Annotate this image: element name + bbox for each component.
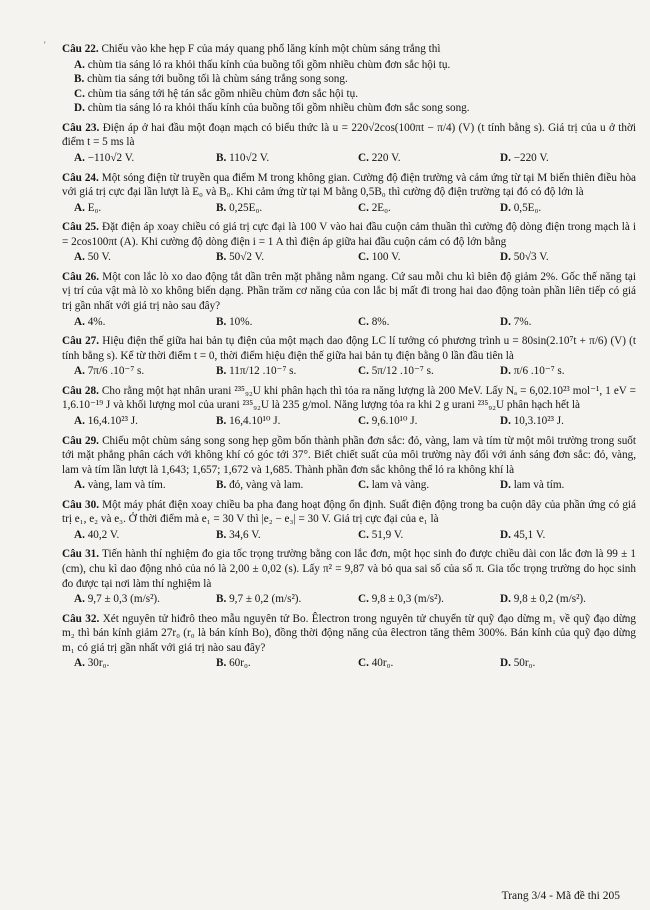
option-label: B. bbox=[216, 593, 227, 606]
option-text: 9,7 ± 0,2 (m/s²). bbox=[229, 593, 302, 606]
answer-option bbox=[74, 315, 216, 330]
question-block bbox=[62, 384, 636, 429]
answer-options bbox=[74, 364, 636, 379]
answer-option bbox=[358, 478, 500, 493]
option-text: 40,2 V. bbox=[87, 528, 120, 541]
option-text: lam và tím. bbox=[513, 479, 565, 492]
option-label: A. bbox=[74, 593, 85, 606]
option-text: 34,6 V. bbox=[229, 528, 261, 541]
option-text: 2E₀. bbox=[371, 201, 391, 214]
question-stem: Một máy phát điện xoay chiều ba pha đang hoạt động ổn định. Suất điện động trong ba cuộn dây của phần ứng có giá trị e₁, e₂ và e₃. Ở thời điểm mà e₁ = 30 V thì |e₂ − e₃| = 30 V. Giá trị cực đại của e₁ là bbox=[62, 498, 636, 526]
question-stem: Hiệu điện thế giữa hai bản tụ điện của một mạch dao động LC lí tưởng có phương trình u = 80sin(2.10⁷t + π/6) (V) (t tính bằng s). Kể từ thời điểm t = 0, thời điểm hiệu điện thế giữa hai bản tụ điện bằng 0 lần đầu tiên là bbox=[62, 335, 636, 362]
question-text bbox=[62, 547, 636, 591]
answer-option bbox=[500, 478, 642, 493]
question-stem: Một con lắc lò xo dao động tắt dần trên mặt phẳng nằm ngang. Cứ sau mỗi chu kì biên độ giảm 2%. Gốc thế năng tại vị trí của vật mà lò xo không biến dạng. Phần trăm cơ năng của con lắc bị mất đi trong hai dao động toàn phần liên tiếp có giá trị gần nhất với giá trị nào sau đây? bbox=[62, 270, 637, 312]
option-text: 8%. bbox=[371, 315, 390, 328]
answer-option bbox=[216, 201, 358, 216]
option-text: 45,1 V. bbox=[513, 528, 546, 541]
option-label: A. bbox=[74, 151, 85, 164]
question-number: Câu 26. bbox=[62, 270, 100, 283]
question-stem: Điện áp ở hai đầu một đoạn mạch có biểu thức là u = 220√2cos(100πt − π/4) (V) (t tính bằng s). Giá trị của u ở thời điểm t = 5 ms là bbox=[62, 121, 637, 149]
question-text bbox=[62, 220, 636, 249]
option-label: A. bbox=[74, 414, 85, 427]
option-label: C. bbox=[358, 479, 369, 492]
option-label: C. bbox=[358, 315, 369, 328]
answer-options bbox=[74, 592, 636, 607]
option-label: C. bbox=[358, 365, 369, 378]
question-block bbox=[62, 434, 636, 493]
answer-option bbox=[216, 315, 358, 330]
answer-option bbox=[358, 201, 500, 216]
question-block bbox=[62, 220, 636, 265]
answer-option bbox=[74, 101, 636, 116]
option-text: vàng, lam và tím. bbox=[87, 479, 166, 492]
option-text: 40r₀. bbox=[371, 657, 394, 670]
option-label: B. bbox=[216, 201, 227, 214]
option-label: D. bbox=[500, 315, 511, 328]
question-stem: Đặt điện áp xoay chiều có giá trị cực đại là 100 V vào hai đầu cuộn cảm thuần thì cường độ dòng điện trong mạch là i = 2cos100πt (A). Khi cường độ dòng điện i = 1 A thì điện áp giữa hai đầu cuộn cảm có độ lớn bằng bbox=[62, 221, 636, 248]
option-text: chùm tia sáng tới buồng tối là chùm sáng trắng song song. bbox=[87, 73, 348, 86]
option-text: π/6 .10⁻⁷ s. bbox=[513, 365, 565, 378]
option-text: 9,7 ± 0,3 (m/s²). bbox=[87, 593, 160, 606]
option-text: 7%. bbox=[513, 315, 532, 328]
option-text: đỏ, vàng và lam. bbox=[229, 479, 304, 492]
option-label: A. bbox=[74, 201, 85, 214]
answer-option bbox=[358, 592, 500, 607]
question-block bbox=[62, 547, 636, 606]
question-text bbox=[62, 334, 636, 363]
answer-options bbox=[74, 528, 636, 543]
option-text: 10%. bbox=[229, 315, 253, 328]
question-block bbox=[62, 612, 636, 671]
answer-options bbox=[74, 201, 636, 216]
option-label: C. bbox=[358, 251, 369, 264]
answer-option bbox=[216, 528, 358, 543]
answer-option bbox=[74, 201, 216, 216]
option-text: 9,8 ± 0,3 (m/s²). bbox=[371, 593, 444, 606]
option-text: 110√2 V. bbox=[229, 151, 270, 164]
answer-option bbox=[358, 315, 500, 330]
option-text: −110√2 V. bbox=[87, 151, 135, 164]
answer-options bbox=[74, 414, 636, 429]
option-text: 0,25E₀. bbox=[229, 201, 263, 214]
option-label: A. bbox=[74, 315, 85, 328]
option-label: D. bbox=[500, 251, 511, 264]
option-label: D. bbox=[500, 657, 511, 670]
answer-option bbox=[500, 592, 642, 607]
question-number: Câu 30. bbox=[62, 498, 100, 511]
answer-options bbox=[74, 478, 636, 493]
question-block bbox=[62, 171, 636, 216]
option-text: 60r₀. bbox=[229, 657, 251, 670]
question-number: Câu 25. bbox=[62, 221, 99, 234]
answer-option bbox=[216, 364, 358, 379]
answer-option bbox=[74, 72, 636, 87]
answer-option bbox=[74, 478, 216, 493]
question-block bbox=[62, 498, 636, 543]
answer-option bbox=[500, 656, 642, 671]
answer-options bbox=[74, 151, 636, 166]
option-text: 9,8 ± 0,2 (m/s²). bbox=[513, 593, 586, 606]
answer-options bbox=[74, 250, 636, 265]
answer-option bbox=[74, 58, 636, 73]
option-text: 7π/6 .10⁻⁷ s. bbox=[87, 365, 145, 378]
option-label: C. bbox=[358, 528, 369, 541]
answer-options bbox=[74, 315, 636, 330]
question-number: Câu 31. bbox=[62, 548, 100, 561]
question-block bbox=[62, 334, 636, 379]
answer-option bbox=[358, 151, 500, 166]
option-label: C. bbox=[358, 657, 369, 670]
option-text: 220 V. bbox=[371, 151, 401, 164]
option-label: D. bbox=[500, 528, 511, 541]
question-number: Câu 28. bbox=[62, 384, 99, 397]
option-label: D. bbox=[500, 365, 511, 378]
option-label: D. bbox=[500, 201, 511, 214]
option-text: 5π/12 .10⁻⁷ s. bbox=[371, 365, 434, 378]
question-text bbox=[62, 121, 636, 150]
answer-options bbox=[74, 58, 636, 116]
option-label: A. bbox=[74, 657, 85, 670]
answer-option bbox=[216, 592, 358, 607]
question-text bbox=[62, 384, 636, 413]
answer-option bbox=[500, 364, 642, 379]
question-text bbox=[62, 42, 636, 57]
answer-option bbox=[74, 250, 216, 265]
question-text bbox=[62, 612, 636, 656]
option-text: 4%. bbox=[87, 315, 106, 328]
question-text bbox=[62, 434, 636, 478]
option-label: A. bbox=[74, 528, 85, 541]
option-label: C. bbox=[358, 414, 369, 427]
option-text: E₀. bbox=[87, 201, 102, 214]
answer-option bbox=[358, 656, 500, 671]
option-label: D. bbox=[500, 593, 511, 606]
question-number: Câu 24. bbox=[62, 171, 99, 184]
answer-option bbox=[500, 201, 642, 216]
option-text: 0,5E₀. bbox=[513, 201, 542, 214]
option-text: 16,4.10²³ J. bbox=[87, 414, 138, 427]
option-text: chùm tia sáng tới hệ tán sắc gồm nhiều chùm đơn sắc hội tụ. bbox=[87, 87, 359, 100]
question-block bbox=[62, 121, 636, 166]
answer-option bbox=[216, 478, 358, 493]
answer-option bbox=[216, 414, 358, 429]
answer-option bbox=[216, 250, 358, 265]
option-text: 50√3 V. bbox=[513, 251, 549, 264]
option-text: 50√2 V. bbox=[229, 251, 265, 264]
option-label: B. bbox=[216, 151, 227, 164]
question-text bbox=[62, 498, 636, 527]
question-block bbox=[62, 42, 636, 116]
answer-option bbox=[500, 250, 642, 265]
option-text: chùm tia sáng ló ra khỏi thấu kính của buồng tối gồm nhiều chùm đơn sắc song song. bbox=[87, 102, 470, 115]
answer-option bbox=[74, 414, 216, 429]
answer-option bbox=[358, 528, 500, 543]
answer-option bbox=[74, 151, 216, 166]
question-number: Câu 23. bbox=[62, 121, 100, 134]
option-text: 50 V. bbox=[87, 251, 111, 264]
option-label: B. bbox=[216, 251, 227, 264]
option-text: 51,9 V. bbox=[371, 528, 404, 541]
option-label: B. bbox=[216, 315, 227, 328]
answer-option bbox=[74, 528, 216, 543]
question-stem: Xét nguyên tử hiđrô theo mẫu nguyên tử Bo. Êlectron trong nguyên tử chuyển từ quỹ đạo dừng m₁ về quỹ đạo dừng m₂ thì bán kính giảm 27r₀ (r₀ là bán kính Bo), đồng thời động năng của êlectron tăng thêm 300%. Bán kính của quỹ đạo dừng m₁ có giá trị gần nhất với giá trị nào sau đây? bbox=[62, 612, 636, 654]
answer-option bbox=[358, 414, 500, 429]
page-footer: Trang 3/4 - Mã đề thi 205 bbox=[501, 890, 620, 903]
question-text bbox=[62, 171, 636, 200]
answer-option bbox=[358, 250, 500, 265]
option-label: B. bbox=[216, 479, 227, 492]
option-text: 50r₀. bbox=[513, 657, 536, 670]
answer-option bbox=[358, 364, 500, 379]
option-label: A. bbox=[74, 58, 85, 71]
option-text: 30r₀. bbox=[87, 657, 110, 670]
option-label: C. bbox=[358, 593, 369, 606]
option-label: A. bbox=[74, 251, 85, 264]
option-label: C. bbox=[358, 151, 369, 164]
option-label: B. bbox=[216, 414, 227, 427]
question-number: Câu 32. bbox=[62, 612, 100, 625]
option-label: B. bbox=[216, 365, 227, 378]
option-label: D. bbox=[500, 414, 511, 427]
option-text: 100 V. bbox=[371, 251, 401, 264]
option-label: D. bbox=[74, 102, 85, 115]
option-text: 11π/12 .10⁻⁷ s. bbox=[229, 365, 297, 378]
option-text: 16,4.10¹⁰ J. bbox=[229, 414, 281, 427]
option-label: D. bbox=[500, 151, 511, 164]
question-stem: Cho rằng một hạt nhân urani ²³⁵₉₂U khi phân hạch thì tỏa ra năng lượng là 200 MeV. Lấy Nₐ = 6,02.10²³ mol⁻¹, 1 eV = 1,6.10⁻¹⁹ J và khối lượng mol của urani ²³⁵₉₂U là 235 g/mol. Năng lượng tỏa ra khi 2 g urani ²³⁵₉₂U phân hạch hết là bbox=[62, 384, 636, 412]
option-text: 10,3.10²³ J. bbox=[513, 414, 564, 427]
option-label: B. bbox=[216, 528, 227, 541]
option-label: C. bbox=[74, 87, 85, 100]
question-stem: Một sóng điện từ truyền qua điểm M trong không gian. Cường độ điện trường và cảm ứng từ tại M biến thiên điều hòa với giá trị cực đại lần lượt là E₀ và B₀. Khi cảm ứng từ tại M bằng 0,5B₀ thì cường độ điện trường tại đó có độ lớn là bbox=[62, 171, 637, 199]
option-label: B. bbox=[74, 73, 85, 86]
answer-option bbox=[216, 151, 358, 166]
option-label: A. bbox=[74, 479, 85, 492]
answer-option bbox=[74, 87, 636, 102]
option-text: chùm tia sáng ló ra khỏi thấu kính của buồng tối gồm nhiều chùm đơn sắc hội tụ. bbox=[87, 58, 451, 71]
option-label: C. bbox=[358, 201, 369, 214]
question-stem: Chiếu một chùm sáng song song hẹp gồm bốn thành phần đơn sắc: đỏ, vàng, lam và tím từ một môi trường trong suốt tới mặt phẳng phân cách với không khí có góc tới 37°. Biết chiết suất của môi trường này đối với ánh sáng đơn sắc: đỏ, vàng, lam và tím lần lượt là 1,643; 1,657; 1,672 và 1,685. Thành phần đơn sắc không thể ló ra không khí là bbox=[62, 434, 637, 476]
option-label: B. bbox=[216, 657, 227, 670]
question-list bbox=[62, 42, 636, 671]
answer-option bbox=[500, 414, 642, 429]
answer-option bbox=[500, 528, 642, 543]
question-stem: Chiếu vào khe hẹp F của máy quang phổ lăng kính một chùm sáng trắng thì bbox=[101, 43, 441, 55]
question-number: Câu 22. bbox=[62, 43, 99, 55]
question-stem: Tiến hành thí nghiệm đo gia tốc trọng trường bằng con lắc đơn, một học sinh đo được chiều dài con lắc đơn là 99 ± 1 (cm), chu kì dao động nhỏ của nó là 2,00 ± 0,02 (s). Lấy π² = 9,87 và bỏ qua sai số của số π. Gia tốc trọng trường do học sinh đo được tại nơi làm thí nghiệm là bbox=[62, 548, 636, 590]
answer-option bbox=[74, 364, 216, 379]
scan-mark: ' bbox=[44, 40, 46, 50]
answer-option bbox=[500, 151, 642, 166]
question-number: Câu 29. bbox=[62, 434, 99, 447]
answer-option bbox=[216, 656, 358, 671]
question-number: Câu 27. bbox=[62, 335, 100, 348]
option-label: A. bbox=[74, 365, 85, 378]
answer-option bbox=[74, 592, 216, 607]
answer-option bbox=[500, 315, 642, 330]
option-text: −220 V. bbox=[513, 151, 549, 164]
option-label: D. bbox=[500, 479, 511, 492]
answer-option bbox=[74, 656, 216, 671]
option-text: 9,6.10¹⁰ J. bbox=[371, 414, 418, 427]
answer-options bbox=[74, 656, 636, 671]
question-text bbox=[62, 270, 636, 314]
question-block bbox=[62, 270, 636, 329]
option-text: lam và vàng. bbox=[371, 479, 430, 492]
